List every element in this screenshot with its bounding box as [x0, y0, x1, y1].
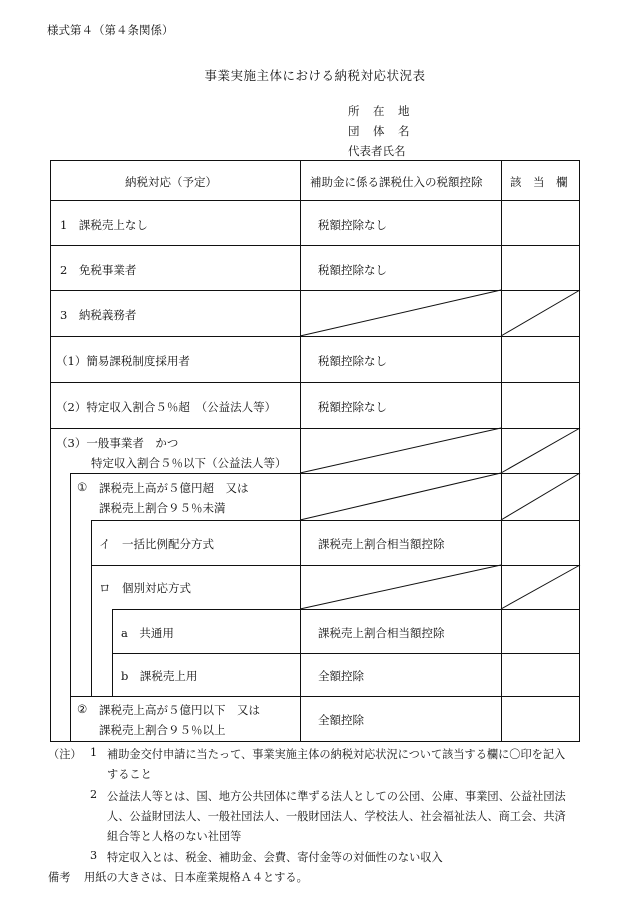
- row-label-specific-income-over: （2）特定収入割合５％超 （公益法人等）: [56, 400, 277, 414]
- row-label-general-business-line1: （3）一般事業者 かつ: [56, 436, 179, 450]
- row-label-sales-under-line2: 課税売上割合９５％以上: [99, 723, 226, 737]
- table-border: [51, 161, 580, 742]
- row-deduction-lump-sum-method: 課税売上割合相当額控除: [318, 537, 445, 551]
- note-3-line1: 特定収入とは、税金、補助金、会費、寄付金等の対価性のない収入: [107, 851, 443, 864]
- row-deduction-simplified-taxation: 税額控除なし: [318, 354, 387, 368]
- org-name-label: 団 体 名: [348, 124, 411, 138]
- diagonal-r9-deduction: [300, 565, 501, 609]
- address-label: 所 在 地: [348, 104, 411, 118]
- row-label-no-taxable-sales: 1 課税売上なし: [60, 218, 148, 232]
- header-deduction: 補助金に係る課税仕入の税額控除: [310, 175, 483, 189]
- row-num-circle-2: ②: [77, 702, 88, 716]
- form-number: 様式第４（第４条関係）: [47, 23, 174, 37]
- row-deduction-exempt-business: 税額控除なし: [318, 263, 387, 277]
- row-deduction-specific-income-over: 税額控除なし: [318, 400, 387, 414]
- row-label-simplified-taxation: （1）簡易課税制度採用者: [56, 354, 190, 368]
- note-1-line1: 補助金交付申請に当たって、事業実施主体の納税対応状況について該当する欄に〇印を記入: [107, 748, 566, 761]
- notes-prefix: （注）: [48, 748, 82, 761]
- row-deduction-taxable-sales-use: 全額控除: [318, 669, 364, 683]
- row-num-circle-1: ①: [77, 480, 88, 494]
- row-label-taxpayer: 3 納税義務者: [60, 308, 137, 322]
- remarks-text: 用紙の大きさは、日本産業規格Ａ４とする。: [84, 871, 308, 884]
- note-3-number: 3: [90, 849, 98, 862]
- header-tax-response: 納税対応（予定）: [125, 175, 217, 189]
- header-applicable: 該 当 欄: [510, 175, 568, 189]
- row-label-common-use: a 共通用: [121, 626, 174, 640]
- diagonal-r3-applicable: [501, 290, 580, 336]
- row-deduction-common-use: 課税売上割合相当額控除: [318, 626, 445, 640]
- diagonal-r6-deduction: [300, 428, 501, 473]
- row-label-exempt-business: 2 免税事業者: [60, 263, 137, 277]
- row-label-taxable-sales-use: b 課税売上用: [121, 669, 198, 683]
- row-deduction-no-taxable-sales: 税額控除なし: [318, 218, 387, 232]
- diagonal-r7-deduction: [300, 473, 501, 520]
- note-2-line2: 人、公益財団法人、一般社団法人、一般財団法人、学校法人、社会福祉法人、商工会、共済: [107, 810, 566, 823]
- row-label-individual-method: ロ 個別対応方式: [99, 581, 191, 595]
- diagonal-r6-applicable: [501, 428, 580, 473]
- row-label-general-business-line2: 特定収入割合５％以下（公益法人等）: [91, 456, 287, 470]
- note-1-line2: すること: [107, 768, 152, 781]
- note-2-line1: 公益法人等とは、国、地方公共団体に準ずる法人としての公団、公庫、事業団、公益社団法: [107, 790, 566, 803]
- diagonal-r7-applicable: [501, 473, 580, 520]
- note-2-number: 2: [90, 788, 98, 801]
- document-title: 事業実施主体における納税対応状況表: [204, 68, 426, 83]
- row-label-sales-under-line1: 課税売上高が５億円以下 又は: [99, 703, 260, 717]
- note-1-number: 1: [90, 746, 98, 759]
- row-label-sales-over-line1: 課税売上高が５億円超 又は: [99, 481, 249, 495]
- row-label-sales-over-line2: 課税売上割合９５％未満: [99, 501, 226, 515]
- remarks-label: 備考: [48, 871, 71, 884]
- representative-name-label: 代表者氏名: [348, 144, 406, 158]
- diagonal-r3-deduction: [300, 290, 501, 336]
- diagonal-r9-applicable: [501, 565, 580, 609]
- note-2-line3: 組合等と人格のない社団等: [107, 830, 242, 843]
- row-deduction-sales-under: 全額控除: [318, 713, 364, 727]
- row-label-lump-sum-method: イ 一括比例配分方式: [99, 537, 214, 551]
